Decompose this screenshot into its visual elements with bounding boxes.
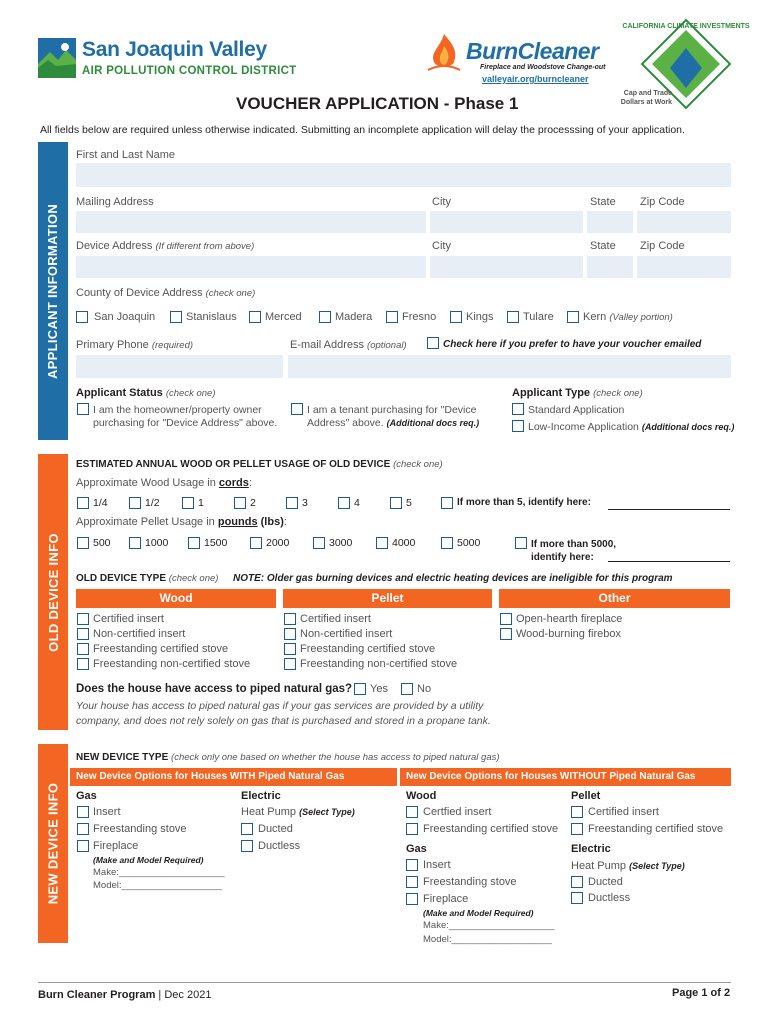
footer-program: Burn Cleaner Program | Dec 2021 [38, 989, 212, 1001]
wood-cords-option: 1/4 [93, 497, 108, 509]
pellet-lbs-option: 3000 [329, 537, 353, 549]
old-pellet-checkbox[interactable] [284, 643, 296, 655]
model-field-2[interactable]: Model:___________________ [423, 934, 552, 945]
sjv-logo-icon [38, 38, 76, 78]
new-wood-checkbox[interactable] [406, 806, 418, 818]
new-electric-option: Ductless [258, 840, 301, 852]
new-device-section-label: NEW DEVICE INFO [38, 744, 68, 943]
old-other-checkbox[interactable] [500, 613, 512, 625]
gas-no-label: No [417, 683, 432, 695]
county-option: Fresno [402, 311, 437, 323]
county-checkbox[interactable] [170, 311, 182, 323]
applicant-section-label: APPLICANT INFORMATION [38, 142, 68, 440]
device-zip-label: Zip Code [640, 240, 685, 252]
make-model-required-2: (Make and Model Required) [423, 908, 534, 918]
device-zip-field[interactable] [637, 256, 731, 278]
status-tenant-label: I am a tenant purchasing for "Device Address" above. (Additional docs req.) [307, 404, 480, 429]
wood-cords-checkbox[interactable] [338, 497, 350, 509]
old-pellet-checkbox[interactable] [284, 628, 296, 640]
new-gas2-checkbox[interactable] [406, 876, 418, 888]
wood-cords-option: 4 [354, 497, 360, 509]
new-gas2-option: Freestanding stove [423, 876, 517, 888]
col-wood-header: Wood [76, 589, 276, 608]
gas-yes-label: Yes [370, 683, 388, 695]
pellet-lbs-checkbox[interactable] [313, 537, 325, 549]
wood-cords-checkbox[interactable] [286, 497, 298, 509]
county-checkbox[interactable] [450, 311, 462, 323]
wood-cords-checkbox[interactable] [182, 497, 194, 509]
wood-more-line[interactable] [608, 509, 730, 510]
old-wood-checkbox[interactable] [77, 628, 89, 640]
new-gas2-option: Insert [423, 859, 451, 871]
flame-icon [424, 32, 464, 74]
wood-cords-option: 1/2 [145, 497, 160, 509]
new-gas-option: Fireplace [93, 840, 139, 852]
county-option: San Joaquin [94, 311, 156, 323]
pellet-lbs-option: 500 [93, 537, 111, 549]
old-wood-checkbox[interactable] [77, 643, 89, 655]
county-checkbox[interactable] [319, 311, 331, 323]
burncleaner-title: BurnCleaner [466, 38, 599, 64]
new-pellet-option: Certified insert [588, 806, 659, 818]
pellet-lbs-option: 1000 [145, 537, 169, 549]
county-label: County of Device Address (check one) [76, 287, 256, 299]
email-voucher-label: Check here if you prefer to have your voucher emailed [443, 339, 702, 350]
device-address-label: Device Address (If different from above) [76, 240, 255, 252]
county-checkbox[interactable] [76, 311, 88, 323]
pellet-more-checkbox[interactable] [515, 537, 527, 549]
cci-badge-icon [622, 18, 750, 98]
type-lowincome-label: Low-Income Application (Additional docs req.) [528, 421, 735, 433]
old-pellet-option: Certified insert [300, 613, 371, 625]
footer-page: Page 1 of 2 [672, 987, 731, 999]
new-gas-checkbox[interactable] [77, 823, 89, 835]
status-label: Applicant Status (check one) [76, 387, 216, 399]
county-option-kern: Kern (Valley portion) [583, 311, 673, 323]
col-other-header: Other [499, 589, 730, 608]
pellet-lbs-option: 2000 [266, 537, 290, 549]
usage-heading: ESTIMATED ANNUAL WOOD OR PELLET USAGE OF OLD DEVICE (check one) [76, 459, 443, 470]
county-option: Madera [335, 311, 373, 323]
new-electric2-option: Ductless [588, 892, 631, 904]
instructions: All fields below are required unless otherwise indicated. Submitting an incomplete application will delay the processsing of your application. [40, 124, 685, 136]
pellet-lbs-option: 5000 [457, 537, 481, 549]
city-label: City [432, 196, 451, 208]
county-option: Tulare [523, 311, 554, 323]
pellet-lbs-checkbox[interactable] [441, 537, 453, 549]
zip-label: Zip Code [640, 196, 685, 208]
type-lowincome-checkbox[interactable] [512, 420, 524, 432]
county-checkbox[interactable] [249, 311, 261, 323]
status-homeowner-checkbox[interactable] [77, 403, 89, 415]
make-field-2[interactable]: Make:____________________ [423, 920, 555, 931]
old-other-option: Wood-burning firebox [516, 628, 621, 640]
email-field[interactable] [288, 355, 731, 378]
type-standard-label: Standard Application [528, 404, 625, 416]
gas-note-line1: Your house has access to piped natural gas if your gas services are provided by a utility [76, 700, 484, 712]
pellet-lbs-checkbox[interactable] [250, 537, 262, 549]
state-label: State [590, 196, 616, 208]
with-gas-header: New Device Options for Houses WITH Piped Natural Gas [70, 768, 397, 786]
new-electric2-heading: Electric [571, 843, 611, 855]
new-electric-checkbox[interactable] [241, 823, 253, 835]
old-wood-option: Non-certified insert [93, 628, 186, 640]
heat-pump-label: Heat Pump (Select Type) [241, 806, 355, 818]
mailing-label: Mailing Address [76, 196, 154, 208]
old-wood-option: Certified insert [93, 613, 164, 625]
new-gas-checkbox[interactable] [77, 806, 89, 818]
pellet-lbs-checkbox[interactable] [77, 537, 89, 549]
new-electric-heading: Electric [241, 790, 281, 802]
old-wood-option: Freestanding certified stove [93, 643, 229, 655]
old-wood-checkbox[interactable] [77, 613, 89, 625]
new-gas2-checkbox[interactable] [406, 859, 418, 871]
county-checkbox[interactable] [507, 311, 519, 323]
make-model-required: (Make and Model Required) [93, 855, 204, 865]
burncleaner-tagline: Fireplace and Woodstove Change-out [480, 64, 606, 71]
cci-text: CALIFORNIA CLIMATE INVESTMENTS [622, 23, 750, 30]
old-pellet-checkbox[interactable] [284, 658, 296, 670]
pellet-lbs-checkbox[interactable] [376, 537, 388, 549]
wood-cords-option: 5 [406, 497, 412, 509]
new-gas2-option: Fireplace [423, 893, 469, 905]
new-electric-checkbox[interactable] [241, 840, 253, 852]
old-type-heading: OLD DEVICE TYPE (check one) [76, 573, 219, 584]
old-pellet-option: Non-certified insert [300, 628, 393, 640]
county-option: Kings [466, 311, 494, 323]
applicant-type-label: Applicant Type (check one) [512, 387, 643, 399]
without-gas-header: New Device Options for Houses WITHOUT Piped Natural Gas [400, 768, 731, 786]
name-field[interactable] [76, 163, 731, 187]
device-city-label: City [432, 240, 451, 252]
new-gas-checkbox[interactable] [77, 840, 89, 852]
sjv-title: San Joaquin Valley [82, 38, 267, 61]
phone-field[interactable] [76, 355, 283, 378]
name-label: First and Last Name [76, 149, 176, 161]
new-wood-heading: Wood [406, 790, 437, 802]
new-gas2-heading: Gas [406, 843, 427, 855]
pellet-lbs-checkbox[interactable] [188, 537, 200, 549]
wood-usage-label: Approximate Wood Usage in cords: [76, 477, 252, 489]
device-address-field[interactable] [76, 256, 426, 278]
wood-cords-option: 3 [302, 497, 308, 509]
col-pellet-header: Pellet [283, 589, 492, 608]
new-gas-option: Insert [93, 806, 121, 818]
old-wood-checkbox[interactable] [77, 658, 89, 670]
old-other-option: Open-hearth fireplace [516, 613, 623, 625]
email-voucher-checkbox[interactable] [427, 337, 439, 349]
mailing-field[interactable] [76, 211, 426, 233]
new-gas-heading: Gas [76, 790, 97, 802]
new-gas2-checkbox[interactable] [406, 893, 418, 905]
wood-more-checkbox[interactable] [441, 497, 453, 509]
model-field[interactable]: Model:___________________ [93, 880, 222, 891]
wood-cords-checkbox[interactable] [129, 497, 141, 509]
burncleaner-url[interactable]: valleyair.org/burncleaner [482, 74, 589, 84]
wood-more-label: If more than 5, identify here: [457, 497, 591, 508]
new-pellet-heading: Pellet [571, 790, 601, 802]
gas-question: Does the house have access to piped natural gas? [76, 683, 353, 695]
new-electric2-checkbox[interactable] [571, 876, 583, 888]
pellet-lbs-checkbox[interactable] [129, 537, 141, 549]
gas-yes-checkbox[interactable] [354, 683, 366, 695]
email-label: E-mail Address (optional) [290, 339, 407, 351]
pellet-more-line[interactable] [608, 561, 730, 562]
make-field[interactable]: Make:____________________ [93, 867, 225, 878]
old-wood-option: Freestanding non-certified stove [93, 658, 251, 670]
new-pellet-checkbox[interactable] [571, 823, 583, 835]
new-wood-option: Freestanding certified stove [423, 823, 559, 835]
county-checkbox[interactable] [386, 311, 398, 323]
cci-tagline-1: Cap and Trade [623, 90, 672, 97]
device-state-label: State [590, 240, 616, 252]
device-state-field[interactable] [587, 256, 633, 278]
pellet-usage-label: Approximate Pellet Usage in pounds (lbs): [76, 516, 287, 528]
old-device-section-label: OLD DEVICE INFO [38, 454, 68, 730]
wood-cords-checkbox[interactable] [77, 497, 89, 509]
new-electric-option: Ducted [258, 823, 293, 835]
status-homeowner-label: I am the homeowner/property owner purchasing for "Device Address" above. [93, 404, 278, 429]
pellet-more-label: If more than 5000, identify here: [531, 539, 617, 563]
wood-cords-checkbox[interactable] [390, 497, 402, 509]
cci-tagline-2: Dollars at Work [620, 99, 672, 106]
phone-label: Primary Phone (required) [76, 339, 194, 351]
wood-cords-checkbox[interactable] [234, 497, 246, 509]
county-option: Stanislaus [186, 311, 237, 323]
new-pellet-checkbox[interactable] [571, 806, 583, 818]
device-city-field[interactable] [430, 256, 583, 278]
new-electric2-option: Ducted [588, 876, 623, 888]
pellet-lbs-option: 4000 [392, 537, 416, 549]
sjv-subtitle: AIR POLLUTION CONTROL DISTRICT [82, 65, 297, 77]
heat-pump-label-2: Heat Pump (Select Type) [571, 860, 685, 872]
county-checkbox[interactable] [567, 311, 579, 323]
pellet-lbs-option: 1500 [204, 537, 228, 549]
new-type-heading: NEW DEVICE TYPE (check only one based on whether the house has access to piped natural gas) [76, 752, 500, 763]
footer-divider [38, 982, 731, 983]
new-wood-option: Certfied insert [423, 806, 492, 818]
new-pellet-option: Freestanding certified stove [588, 823, 724, 835]
old-pellet-option: Freestanding certified stove [300, 643, 436, 655]
gas-no-checkbox[interactable] [401, 683, 413, 695]
doc-title: VOUCHER APPLICATION - Phase 1 [236, 94, 519, 113]
wood-cords-option: 2 [250, 497, 256, 509]
old-pellet-option: Freestanding non-certified stove [300, 658, 458, 670]
wood-cords-option: 1 [198, 497, 204, 509]
status-tenant-checkbox[interactable] [291, 403, 303, 415]
old-other-checkbox[interactable] [500, 628, 512, 640]
old-type-warning: NOTE: Older gas burning devices and electric heating devices are ineligible for this program [233, 573, 673, 584]
state-field[interactable] [587, 211, 633, 233]
old-pellet-checkbox[interactable] [284, 613, 296, 625]
new-electric2-checkbox[interactable] [571, 892, 583, 904]
zip-field[interactable] [637, 211, 731, 233]
city-field[interactable] [430, 211, 583, 233]
gas-note-line2: company, and does not rely solely on gas that is purchased and stored in a propane tank. [76, 715, 491, 727]
new-wood-checkbox[interactable] [406, 823, 418, 835]
new-gas-option: Freestanding stove [93, 823, 187, 835]
county-option: Merced [265, 311, 302, 323]
type-standard-checkbox[interactable] [512, 403, 524, 415]
